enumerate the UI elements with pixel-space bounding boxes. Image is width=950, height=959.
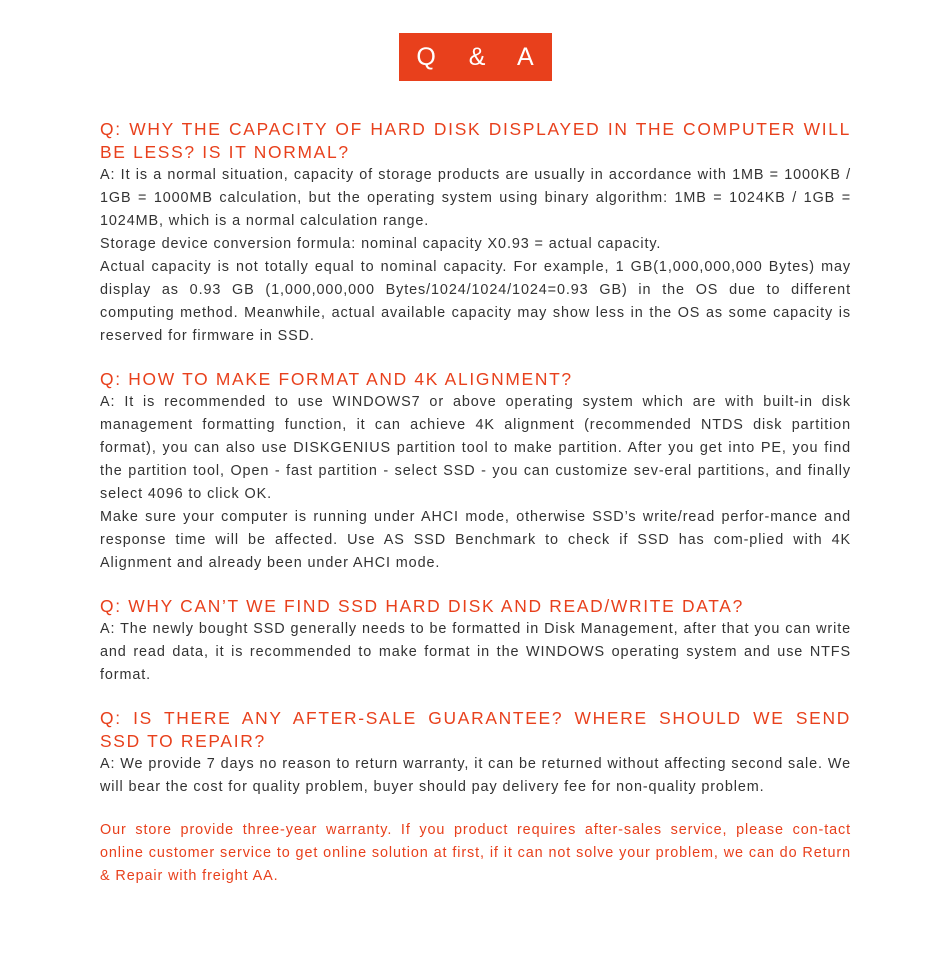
answer-paragraph: Storage device conversion formula: nominal capacity X0.93 = actual capacity. bbox=[100, 236, 662, 252]
qa-content bbox=[100, 118, 851, 888]
question-heading: Q: IS THERE ANY AFTER-SALE GUARANTEE? WHERE SHOULD WE SEND SSD TO REPAIR? bbox=[100, 708, 851, 751]
answer-paragraph: A: The newly bought SSD generally needs to be formatted in Disk Management, after that you can write and read data, it is recommended to make format in the WINDOWS operating system and use NTFS format. bbox=[100, 621, 851, 683]
qa-title-badge: Q & A bbox=[399, 33, 552, 81]
answer-paragraph: Actual capacity is not totally equal to nominal capacity. For example, 1 GB(1,000,000,000 Bytes) may display as 0.93 GB (1,000,000,000 Bytes/1024/1024/1024=0.93 GB) in the OS due to different computing method. Meanwhile, actual available capacity may show less in the OS as some capacity is reserved for firmware in SSD. bbox=[100, 259, 851, 344]
answer-paragraph: A: It is recommended to use WINDOWS7 or above operating system which are with built-in disk management formatting function, it can achieve 4K alignment (recommended NTDS disk partition format), you can also use DISKGENIUS partition tool to make partition. After you get into PE, you find the partition tool, Open - fast partition - select SSD - you can customize sev-eral partitions, and finally select 4096 to click OK. bbox=[100, 394, 851, 502]
qa-item-capacity bbox=[100, 118, 851, 348]
qa-item-find-ssd bbox=[100, 595, 851, 687]
question-heading: Q: WHY THE CAPACITY OF HARD DISK DISPLAYED IN THE COMPUTER WILL BE LESS? IS IT NORMAL? bbox=[100, 119, 851, 162]
question-heading: Q: WHY CAN’T WE FIND SSD HARD DISK AND READ/WRITE DATA? bbox=[100, 596, 744, 616]
warranty-note: Our store provide three-year warranty. If you product requires after-sales service, please con-tact online customer service to get online solution at first, if it can not solve your problem, we can do Return & Repair with freight AA. bbox=[100, 822, 851, 884]
answer-paragraph: A: It is a normal situation, capacity of storage products are usually in accordance with 1MB = 1000KB / 1GB = 1000MB calculation, but the operating system using binary algorithm: 1MB = 1024KB / 1GB = 1024MB, which is a normal calculation range. bbox=[100, 167, 851, 229]
answer-paragraph: A: We provide 7 days no reason to return warranty, it can be returned without affecting second sale. We will bear the cost for quality problem, buyer should pay delivery fee for non-quality problem. bbox=[100, 756, 851, 795]
question-heading: Q: HOW TO MAKE FORMAT AND 4K ALIGNMENT? bbox=[100, 369, 573, 389]
qa-item-4k-alignment bbox=[100, 368, 851, 575]
header bbox=[0, 33, 950, 81]
answer-paragraph: Make sure your computer is running under AHCI mode, otherwise SSD’s write/read perfor-mance and response time will be affected. Use AS SSD Benchmark to check if SSD has com-plied with 4K Alignment and already been under AHCI mode. bbox=[100, 509, 851, 571]
qa-item-guarantee bbox=[100, 707, 851, 799]
